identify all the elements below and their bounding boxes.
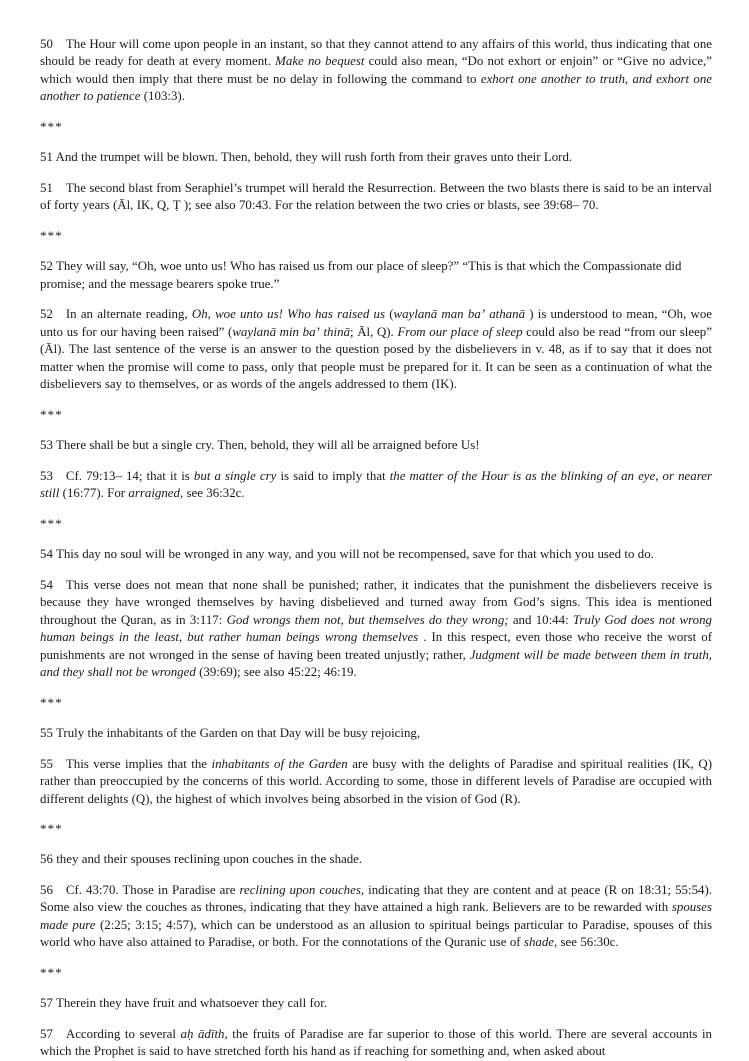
section-separator: *** [40, 228, 63, 243]
body-text: (39:69); see also 45:22; 46:19. [195, 665, 357, 680]
section-separator: *** [40, 407, 63, 422]
body-text: They will say, “Oh, woe unto us! Who has raised us from our place of sleep?” “This is that which the Compassionate did promise; and the message bearers spoke true.” [40, 259, 682, 291]
verse-number: 50 [40, 37, 53, 51]
body-text: could also mean, “Do not exhort or enjoin” or “Give no advice,” which would then imply that there must be no delay in following the command to [40, 54, 712, 86]
verse-paragraph [40, 437, 712, 454]
commentary-paragraph [40, 1026, 712, 1061]
body-text: Cf. 43:70. Those in Paradise are [65, 882, 240, 897]
section-separator: *** [40, 119, 63, 134]
body-text: see 56:30c. [557, 935, 619, 950]
verse-number: 56 [40, 852, 53, 867]
quoted-text: arraigned, [128, 486, 184, 501]
body-text: ( [385, 307, 394, 322]
commentary-paragraph [40, 577, 712, 682]
body-text: The second blast from Seraphiel’s trumpet will herald the Resurrection. Between the two blasts there is said to be an interval of forty years (Āl, IK, Q, Ṭ ); see also 70:43. For the relation between the two cries or blasts, see 39:68– 70. [40, 180, 712, 213]
body-text: There shall be but a single cry. Then, behold, they will all be arraigned before Us! [55, 438, 480, 453]
quoted-text: shade, [523, 935, 558, 950]
verse-paragraph [40, 725, 712, 742]
quoted-text: Oh, woe unto us! Who has raised us [191, 307, 385, 322]
verse-paragraph [40, 258, 712, 293]
quoted-text: aḥ ādīth, [180, 1026, 228, 1041]
verse-paragraph [40, 995, 712, 1012]
verse-number: 51 [40, 180, 53, 195]
body-text: (16:77). For [59, 486, 129, 501]
body-text: the fruits of Paradise are far superior to those of this world. There are several accounts in which the Prophet is said to have stretched forth his hand as if reaching for something and, when asked about [40, 1026, 713, 1059]
body-text: and 10:44: [508, 612, 573, 627]
verse-number: 54 [40, 577, 53, 592]
commentary-paragraph [40, 36, 712, 106]
body-text: could also be read “from our sleep” (Āl). The last sentence of the verse is an answer to the question posed by the disbelievers in v. 48, as if to say that it does not matter when the promise will come to pass, only that people must be prepared for it. It can be seen as a continuation of what the disbelievers say to themselves, or as words of the angels addressed to them (IK). [40, 324, 712, 392]
body-text: This day no soul will be wronged in any way, and you will not be recompensed, save for that which you used to do. [55, 547, 654, 562]
quoted-text: spouses made pure [40, 900, 712, 932]
verse-number: 51 [40, 150, 53, 165]
commentary-paragraph [40, 306, 712, 393]
body-text: Cf. 79:13– 14; that it is [65, 468, 194, 483]
body-text: This verse implies that the [65, 756, 212, 771]
verse-number: 55 [40, 726, 53, 741]
verse-number: 53 [40, 438, 53, 453]
body-text: . In this respect, even those who receive the worst of punishments are not wronged in the sense of having been treated unjustly; rather, [40, 630, 712, 662]
body-text: Therein they have fruit and whatsoever they call for. [55, 996, 328, 1011]
quoted-text: the matter of the Hour is as the blinking of an eye, or nearer still [40, 468, 712, 501]
verse-number: 52 [40, 307, 53, 322]
quoted-text: waylanā min baʼ thinā [232, 324, 350, 339]
quoted-text: but a single cry [193, 468, 277, 483]
verse-number: 53 [40, 468, 53, 483]
section-separator: *** [40, 695, 63, 710]
body-text: (2:25; 3:15; 4:57), which can be understood as an allusion to spiritual beings particular to Paradise, spouses of this world who have also attained to Paradise, or both. For the connotations of the Quranic use of [40, 917, 712, 950]
body-text: see 36:32c. [183, 486, 245, 501]
section-separator: *** [40, 516, 63, 531]
body-text: are busy with the delights of Paradise and spiritual realities (IK, Q) rather than preoccupied by the concerns of this world. According to some, those in different levels of Paradise are occupied with different delights (Q), the highest of which involves being absorbed in the vision of God (R). [40, 756, 712, 806]
quoted-text: Truly God does not wrong human beings in the least, but rather human beings wrong themselves [40, 612, 712, 645]
body-text: is said to imply that [276, 468, 390, 483]
body-text: This verse does not mean that none shall be punished; rather, it indicates that the punishment the disbelievers receive is because they have wronged themselves by having disbelieved and turned away from God’s signs. This idea is mentioned throughout the Quran, as in 3:117: [40, 577, 712, 627]
body-text: According to several [65, 1026, 181, 1041]
body-text: they and their spouses reclining upon couches in the shade. [56, 852, 363, 867]
quoted-text: From our place of sleep [397, 324, 523, 339]
body-text: indicating that they are content and at peace (R on 18:31; 55:54). Some also view the couches as thrones, indicating that they have attained a high rank. Believers are to be rewarded with [40, 882, 712, 915]
quoted-text: waylanā man baʼ athanā [393, 307, 526, 322]
text-column [40, 36, 712, 1061]
body-text: In an alternate reading, [65, 307, 192, 322]
verse-number: 52 [40, 259, 53, 274]
quoted-text: Judgment will be made between them in truth, and they shall not be wronged [40, 647, 713, 680]
quoted-text: reclining upon couches, [239, 882, 365, 897]
commentary-paragraph [40, 468, 712, 503]
verse-number: 57 [40, 996, 53, 1011]
verse-paragraph [40, 851, 712, 868]
commentary-paragraph [40, 756, 712, 808]
section-separator: *** [40, 821, 63, 836]
body-text: Truly the inhabitants of the Garden on that Day will be busy rejoicing, [55, 726, 421, 741]
verse-number: 55 [40, 756, 53, 771]
verse-number: 56 [40, 882, 53, 897]
verse-number: 57 [40, 1026, 53, 1041]
quoted-text: inhabitants of the Garden [211, 756, 348, 771]
verse-paragraph [40, 546, 712, 563]
quoted-text: exhort one another to truth, and exhort one another to patience [40, 71, 712, 104]
section-separator: *** [40, 965, 63, 980]
verse-paragraph [40, 149, 712, 166]
body-text: ) is understood to mean, “Oh, woe unto us for our having been raised” ( [40, 307, 713, 339]
body-text: (103:3). [140, 89, 185, 104]
body-text: The Hour will come upon people in an instant, so that they cannot attend to any affairs of this world, thus indicating that one should be ready for death at every moment. [40, 37, 712, 69]
quoted-text: Make no bequest [275, 54, 365, 69]
verse-number: 54 [40, 547, 53, 562]
commentary-paragraph [40, 882, 712, 952]
quoted-text: God wrongs them not, but themselves do they wrong; [226, 612, 509, 627]
body-text: And the trumpet will be blown. Then, behold, they will rush forth from their graves unto their Lord. [55, 150, 573, 165]
commentary-paragraph [40, 180, 712, 215]
body-text: ; Āl, Q). [349, 324, 398, 339]
